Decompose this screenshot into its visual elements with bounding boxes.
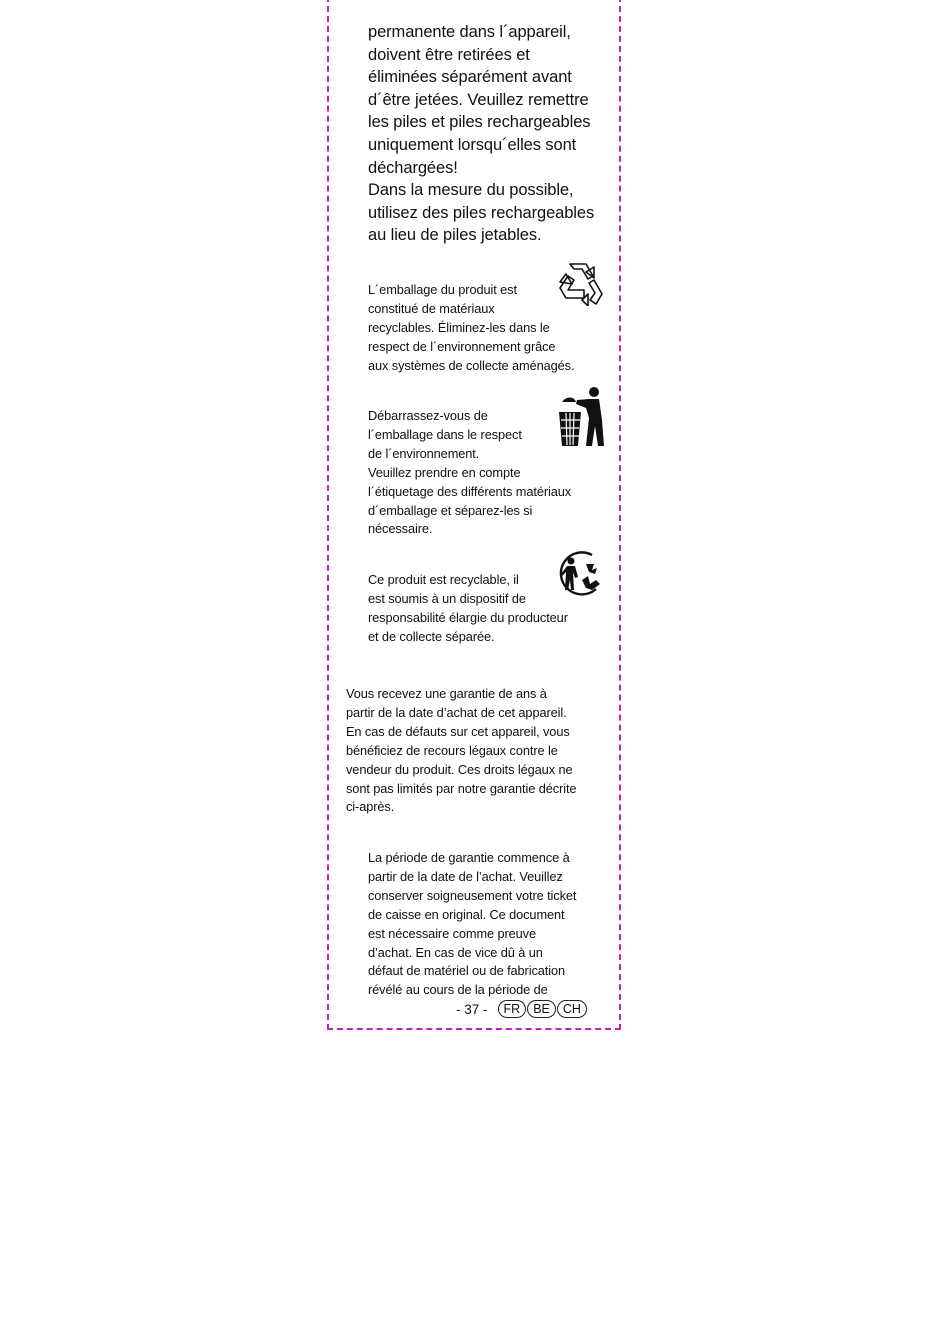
warranty-intro-text: Vous recevez une garantie de ans à partir de la date d’achat de cet appareil. En cas de défauts sur cet appareil, vous bénéficiez de recours légaux contre le vendeur du produit. Ces droits légaux ne sont pas limités par notre garantie décrite ci-après. (346, 686, 577, 815)
country-badge-ch: CH (557, 1000, 587, 1018)
country-badge-be: BE (527, 1000, 556, 1018)
page-number: - 37 - (456, 1001, 488, 1017)
page-footer (456, 998, 588, 1020)
warranty-period-text: La période de garantie commence à partir de la date de l’achat. Veuillez conserver soigneusement votre ticket de caisse en original. Ce document est nécessaire comme preuve d’achat. En cas de vice dû à un défaut de matériel ou de fabrication révélé au cours de la période de (368, 850, 577, 998)
battery-disposal-text: permanente dans l´appareil, doivent être retirées et éliminées séparément avant d´être jetées. Veuillez remettre les piles et piles rechargeables uniquement lorsqu´elles sont déchargées! Dans la mesure du possible, utilisez des piles rechargeables au lieu de piles jetables. (368, 23, 595, 245)
packaging-recycling-text: L´emballage du produit est constitué de matériaux recyclables. Éliminez-les dans le respect de l´environnement grâce aux systèmes de collecte aménagés. (368, 282, 575, 373)
packaging-disposal-text: Débarrassez-vous de l´emballage dans le respect de l´environnement. Veuillez prendre en compte l´étiquetage des différents matériaux d´emballage et séparez-les si nécessaire. (368, 408, 572, 537)
country-badge-fr: FR (498, 1000, 527, 1018)
triman-text: Ce produit est recyclable, il est soumis à un dispositif de responsabilité élargie du producteur et de collecte séparée. (368, 572, 568, 644)
